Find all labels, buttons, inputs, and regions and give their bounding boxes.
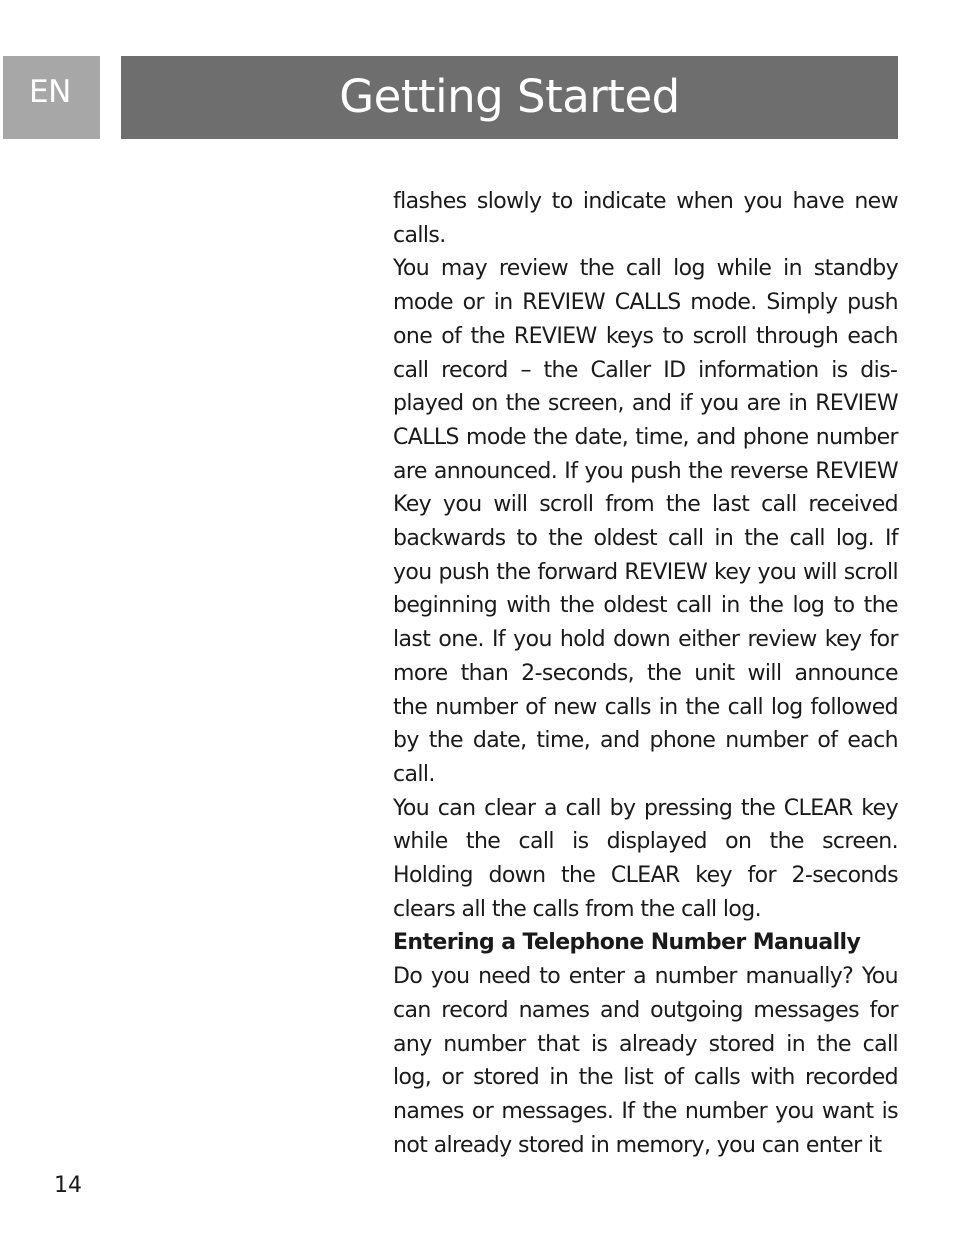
body-text	[393, 185, 898, 1162]
paragraph-review-calls: You may review the call log while in standby mode or in REVIEW CALLS mode. Simply push one of the REVIEW keys to scroll through each call record – the Caller ID information is displayed on the screen, and if you are in REVIEW CALLS mode the date, time, and phone number are announced. If you push the reverse REVIEW Key you will scroll from the last call received backwards to the oldest call in the call log. If you push the forward REVIEW key you will scroll beginning with the oldest call in the log to the last one. If you hold down either review key for more than 2-seconds, the unit will announce the number of new calls in the call log followed by the date, time, and phone number of each call.	[393, 256, 898, 787]
page-title: Getting Started	[339, 70, 680, 123]
paragraph-clear-calls: You can clear a call by pressing the CLEAR key while the call is displayed on the screen. Holding down the CLEAR key for 2-seconds clears all the calls from the call log.	[393, 795, 898, 922]
page-number: 14	[54, 1173, 82, 1198]
language-label: EN	[29, 74, 71, 110]
title-bar	[121, 56, 898, 139]
section-heading: Entering a Telephone Number Manually	[393, 930, 861, 956]
paragraph-enter-number: Do you need to enter a number manually? You can record names and outgoing messages for any number that is already stored in the call log, or stored in the list of calls with recorded names or messages. If the number you want is not already stored in memory, you can enter it	[393, 964, 898, 1158]
paragraph-intro: flashes slowly to indicate when you have new calls.	[393, 189, 898, 248]
language-tab	[3, 56, 100, 139]
